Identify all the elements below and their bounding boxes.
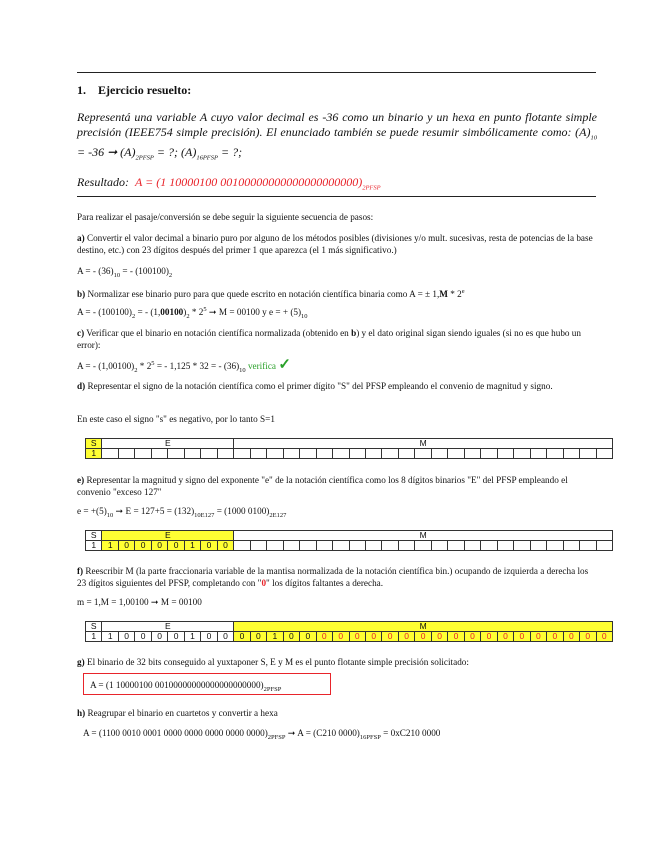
verify-label: verifica [245,361,277,372]
bit-cell [530,541,546,551]
header-e: E [102,439,234,449]
bit-cell: 0 [514,632,530,642]
bit-cell [217,449,233,459]
bit-cell: 0 [300,632,316,642]
statement-sub-2pfsp: 2PFSP [135,154,154,162]
bit-cell [563,449,579,459]
bit-cell: 0 [118,541,134,551]
bit-cell [184,449,200,459]
bit-cell [448,541,464,551]
header-e: E [102,531,234,541]
step-a-formula [77,265,597,282]
step-e-f1: e = +(5) [77,506,107,516]
header-s: S [86,622,102,632]
step-h-f2: ➞ A = (C210 0000) [285,728,360,738]
step-b-f1s: 2 [131,312,136,320]
middle-rule [77,196,596,197]
bit-cell [580,541,596,551]
bit-cell [580,449,596,459]
result-box [83,673,331,695]
bit-cell [250,541,266,551]
step-b-f3s: 2 [186,312,190,320]
bit-cell: 1 [86,632,102,642]
section-heading [77,83,191,98]
header-m: M [234,439,613,449]
step-c-f2: * 2 [137,361,152,372]
step-h-f2s: 16PFSP [359,733,381,741]
bit-cell: 0 [530,632,546,642]
header-e: E [102,622,234,632]
step-f-key: f) [77,566,84,576]
step-f-text [77,565,597,589]
bit-cell: 1 [86,449,102,459]
step-c-bold-b: b [351,328,357,338]
bit-cell [201,449,217,459]
step-c-f2e: 5 [151,360,155,367]
bit-cell [267,541,283,551]
bit-cell [283,541,299,551]
step-a-f1: A = - (36) [77,266,114,276]
bit-cell [530,449,546,459]
bit-cell [448,449,464,459]
step-c-formula [77,358,597,377]
step-a-text [77,232,597,256]
bit-cell: 0 [464,632,480,642]
bit-cell [481,541,497,551]
bit-cell: 0 [250,632,266,642]
bit-cell: 0 [481,632,497,642]
bit-cell [398,449,414,459]
step-b-f4: * 2 [189,307,204,318]
bit-cell [415,541,431,551]
bit-cell: 0 [151,541,167,551]
bit-cell: 0 [333,632,349,642]
bit-cell [497,541,513,551]
result-label: Resultado: [77,175,129,189]
bit-cell [547,541,563,551]
bit-cell: 0 [563,632,579,642]
step-b-M: M [439,289,448,300]
bit-cell [431,541,447,551]
header-s: S [86,439,102,449]
bit-cell [250,449,266,459]
step-e-f2: ➞ E = 127+5 = (132) [113,506,195,516]
step-e-text [77,474,597,498]
step-c-body2: ) y el dato original sigan siendo iguales (si no es que hubo un error): [77,328,581,350]
statement-a: (A) [575,125,591,139]
bit-cell: 0 [135,541,151,551]
step-c-f3: = - 1,125 * 32 = - (36) [154,361,240,372]
step-e-key: e) [77,475,85,485]
step-c-key: c) [77,328,85,338]
bit-cell [596,449,612,459]
step-h-f3: = 0xC210 0000 [380,728,441,738]
bit-cell: 1 [102,541,118,551]
step-b-body2: * 2 [447,289,462,300]
bit-cell [316,449,332,459]
bit-cell [382,449,398,459]
top-rule [77,72,596,73]
step-h-text [77,707,597,719]
bit-cell [300,449,316,459]
step-g-text [77,656,597,668]
bit-cell: 0 [135,632,151,642]
bit-cell [365,449,381,459]
statement-eq2: = ?; (A) [153,145,197,160]
step-c-body: Verificar que el binario en notación científica normalizada (obtenido en [84,328,352,338]
bit-cell [481,449,497,459]
step-e-f1s: 10 [106,511,114,519]
bit-cell [464,449,480,459]
bit-cell: 0 [547,632,563,642]
bit-cell [349,449,365,459]
bit-cell [118,449,134,459]
result-box-sub: 2PFSP [263,685,282,693]
step-b-f5: ➞ M = 00100 y e = + (5) [206,307,302,318]
step-d-body: Representar el signo de la notación científica como el primer dígito "S" del PFSP empleando el convenio de magnitud y signo. [85,381,553,391]
checkmark-icon: ✓ [278,357,291,374]
bit-cell [563,541,579,551]
bit-cell [102,449,118,459]
step-b-text [77,286,597,300]
bit-cell: 0 [349,632,365,642]
step-e-f2s: 10E127 [194,511,215,519]
step-e-body: Representar la magnitud y signo del exponente "e" de la notación científica como los 8 dígitos binarios "E" del PFSP empleando el convenio "exceso 127" [77,475,568,497]
bit-cell [234,449,250,459]
step-b-exp: e [461,288,465,295]
bit-cell [382,541,398,551]
step-b-f2b: 00100 [160,307,184,318]
statement-eq1: = -36 ➞ (A) [77,145,136,160]
heading-number: 1. [77,83,86,97]
header-s: S [86,531,102,541]
step-e-formula [77,505,597,522]
step-h-f1s: 2PFSP [267,733,286,741]
bit-cell [514,449,530,459]
bit-cell: 0 [596,632,612,642]
step-c-f1: A = - (1,00100) [77,361,135,372]
bit-cell [596,541,612,551]
step-a-f2s: 2 [168,271,173,279]
bit-cell: 0 [382,632,398,642]
header-m: M [234,622,613,632]
bit-cell: 0 [217,632,233,642]
bit-cell [283,449,299,459]
step-b-f5s: 10 [301,312,308,320]
bit-table-exponent [85,530,613,551]
bit-cell: 1 [102,632,118,642]
result-box-value: A = (1 10000100 00100000000000000000000) [90,680,264,690]
bit-cell: 0 [168,632,184,642]
statement-sub-10: 10 [590,134,597,142]
step-f-zero: 0 [261,578,267,588]
bit-cell: 1 [184,541,200,551]
result-value: A = (1 10000100 00100000000000000000000) [135,175,363,189]
step-g-key: g) [77,657,85,667]
statement-sub-16pfsp: 16PFSP [196,154,218,162]
step-h-f1: A = (1100 0010 0001 0000 0000 0000 0000 0000) [83,728,268,738]
bit-cell: 0 [580,632,596,642]
bit-cell: 0 [283,632,299,642]
exercise-statement [77,110,597,166]
step-f-line: m = 1,M = 1,00100 ➞ M = 00100 [77,597,202,607]
bit-cell: 0 [201,632,217,642]
bit-cell: 0 [168,541,184,551]
step-f-body2: " los dígitos faltantes a derecha. [266,578,384,588]
bit-cell [349,541,365,551]
bit-cell [333,541,349,551]
bit-cell [431,449,447,459]
bit-cell: 1 [86,541,102,551]
bit-cell [300,541,316,551]
intro-text: Para realizar el pasaje/conversión se debe seguir la siguiente secuencia de pasos: [77,212,374,222]
bit-cell: 0 [497,632,513,642]
bit-cell: 0 [234,632,250,642]
step-d-line: En este caso el signo "s" es negativo, por lo tanto S=1 [77,414,275,424]
bit-cell: 0 [398,632,414,642]
bit-cell [415,449,431,459]
bit-cell: 0 [118,632,134,642]
step-b-body: Normalizar ese binario puro para que quede escrito en notación científica binaria como A = ± 1, [85,289,440,300]
bit-table-sign [85,438,613,459]
step-d-text [77,380,597,392]
bit-cell [151,449,167,459]
step-h-key: h) [77,708,86,718]
bit-cell: 1 [184,632,200,642]
bit-cell [135,449,151,459]
bit-cell: 0 [316,632,332,642]
step-f-body: Reescribir M (la parte fraccionaria variable de la mantisa normalizada de la notación científica bin.) ocupando de izquierda a derecha los 23 dígitos siguientes del PFSP, completando con " [77,566,589,588]
step-b-formula [77,304,597,323]
bit-cell [547,449,563,459]
bit-cell: 0 [448,632,464,642]
step-g-body: El binario de 32 bits conseguido al yuxtaponer S, E y M es el punto flotante simple precisión solicitado: [84,657,469,667]
step-c-text [77,327,597,351]
bit-cell [234,541,250,551]
step-h-body: Reagrupar el binario en cuartetos y convertir a hexa [85,708,278,718]
step-d-key: d) [77,381,86,391]
bit-cell [464,541,480,551]
bit-cell: 0 [431,632,447,642]
step-e-f3: = (1000 0100) [214,506,270,516]
result-sub: 2PFSP [362,184,381,192]
bit-cell [168,449,184,459]
step-b-f3: ) [183,307,187,318]
step-c-f3s: 10 [239,366,246,374]
result-line [77,175,381,191]
step-c-f1s: 2 [134,366,138,374]
bit-cell: 1 [267,632,283,642]
bit-cell: 0 [151,632,167,642]
statement-text: Representá una variable A cuyo valor decimal es -36 como un binario y un hexa en punto flotante simple precisión (IEEE754 simple precisión). El enunciado también se puede resumir simbólicamente como: [77,110,597,139]
step-e-f3s: 2E127 [269,511,287,519]
bit-cell: 0 [201,541,217,551]
bit-cell: 0 [415,632,431,642]
step-b-f2: = - (1, [135,307,161,318]
bit-table-full [85,621,613,642]
bit-cell [316,541,332,551]
step-b-f1: A = - (100100) [77,307,132,318]
step-a-f2: = - (100100) [120,266,169,276]
bit-cell [365,541,381,551]
bit-cell [497,449,513,459]
step-a-f1s: 10 [113,271,121,279]
bit-cell [398,541,414,551]
header-m: M [234,531,613,541]
step-b-key: b) [77,289,86,300]
statement-eq3: = ?; [218,145,243,160]
step-b-f4e: 5 [203,306,207,313]
bit-cell [267,449,283,459]
step-h-formula [83,727,603,744]
step-a-key: a) [77,233,85,243]
bit-cell: 0 [217,541,233,551]
step-a-body: Convertir el valor decimal a binario puro por alguno de los métodos posibles (divisiones y/o mult. sucesivas, resta de potencias de la base destino, etc.) con 23 dígitos después del primer 1 que aparezca (el 1 más significativo.) [77,233,593,255]
bit-cell [514,541,530,551]
bit-cell: 0 [365,632,381,642]
bit-cell [333,449,349,459]
heading-text: Ejercicio resuelto: [98,83,192,97]
